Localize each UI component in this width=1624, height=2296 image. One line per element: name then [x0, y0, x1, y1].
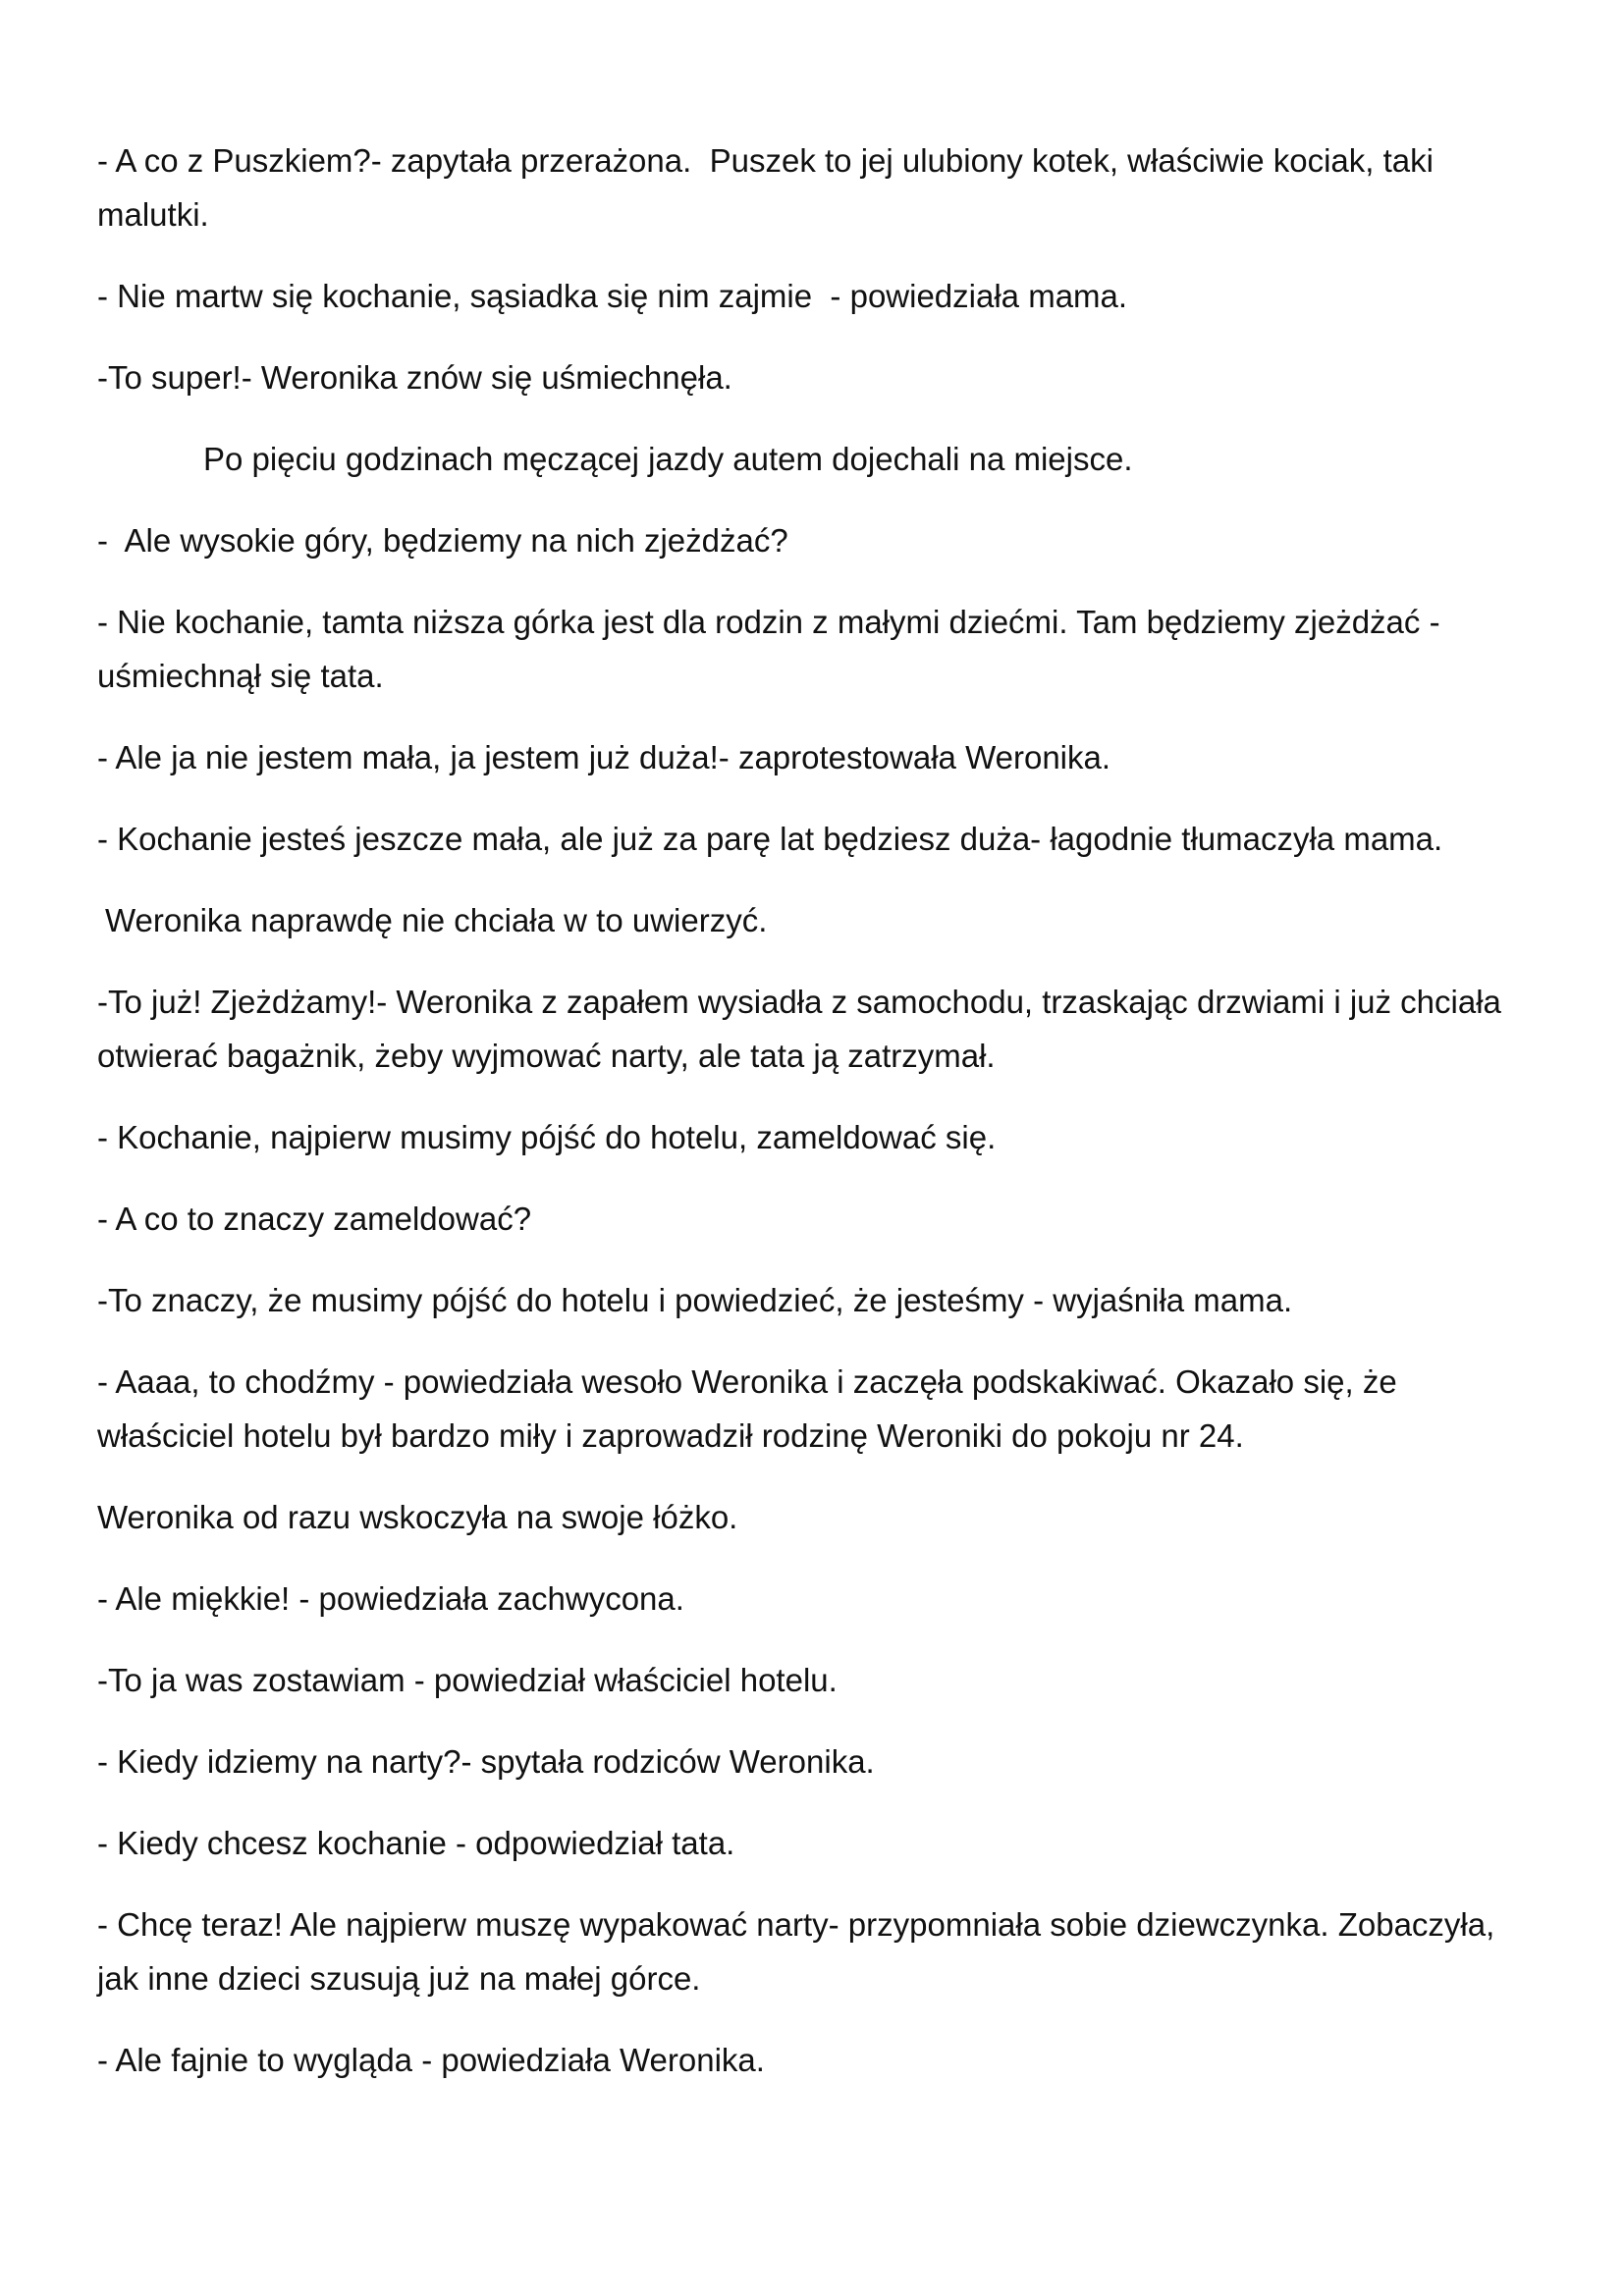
paragraph: - Kiedy idziemy na narty?- spytała rodziców Weronika. [97, 1743, 875, 1780]
paragraph: Weronika naprawdę nie chciała w to uwierzyć. [105, 902, 768, 938]
paragraph: -To już! Zjeżdżamy!- Weronika z zapałem wysiadła z samochodu, trzaskając drzwiami i już chciała otwierać bagażnik, żeby wyjmować narty, ale tata ją zatrzymał. [97, 984, 1511, 1074]
paragraph: - Nie kochanie, tamta niższa górka jest dla rodzin z małymi dziećmi. Tam będziemy zjeżdżać - uśmiechnął się tata. [97, 604, 1449, 694]
paragraph: - Nie martw się kochanie, sąsiadka się nim zajmie - powiedziała mama. [97, 278, 1128, 314]
paragraph: - Ale miękkie! - powiedziała zachwycona. [97, 1580, 684, 1617]
paragraph: - Chcę teraz! Ale najpierw muszę wypakować narty- przypomniała sobie dziewczynka. Zobaczyła, jak inne dzieci szusują już na małej górce. [97, 1906, 1504, 1997]
paragraph: - Kiedy chcesz kochanie - odpowiedział tata. [97, 1825, 735, 1861]
paragraph: -To super!- Weronika znów się uśmiechnęła. [97, 359, 732, 396]
paragraph: - Kochanie jesteś jeszcze mała, ale już za parę lat będziesz duża- łagodnie tłumaczyła mama. [97, 821, 1443, 857]
paragraph: - Kochanie, najpierw musimy pójść do hotelu, zameldować się. [97, 1119, 997, 1155]
paragraph: - A co to znaczy zameldować? [97, 1201, 532, 1237]
paragraph: - Ale fajnie to wygląda - powiedziała Weronika. [97, 2042, 765, 2078]
paragraph: - Ale wysokie góry, będziemy na nich zjeżdżać? [97, 522, 788, 559]
story-text [97, 133, 1511, 2114]
paragraph: - Ale ja nie jestem mała, ja jestem już duża!- zaprotestowała Weronika. [97, 739, 1111, 775]
paragraph: Weronika od razu wskoczyła na swoje łóżko. [97, 1499, 738, 1535]
paragraph: -To znaczy, że musimy pójść do hotelu i powiedzieć, że jesteśmy - wyjaśniła mama. [97, 1282, 1293, 1318]
paragraph: - A co z Puszkiem?- zapytała przerażona. Puszek to jej ulubiony kotek, właściwie kociak, taki malutki. [97, 142, 1443, 233]
paragraph-indented: Po pięciu godzinach męczącej jazdy autem dojechali na miejsce. [203, 441, 1133, 477]
paragraph: -To ja was zostawiam - powiedział właściciel hotelu. [97, 1662, 838, 1698]
paragraph: - Aaaa, to chodźmy - powiedziała wesoło Weronika i zaczęła podskakiwać. Okazało się, że właściciel hotelu był bardzo miły i zaprowadził rodzinę Weroniki do pokoju nr 24. [97, 1363, 1406, 1454]
